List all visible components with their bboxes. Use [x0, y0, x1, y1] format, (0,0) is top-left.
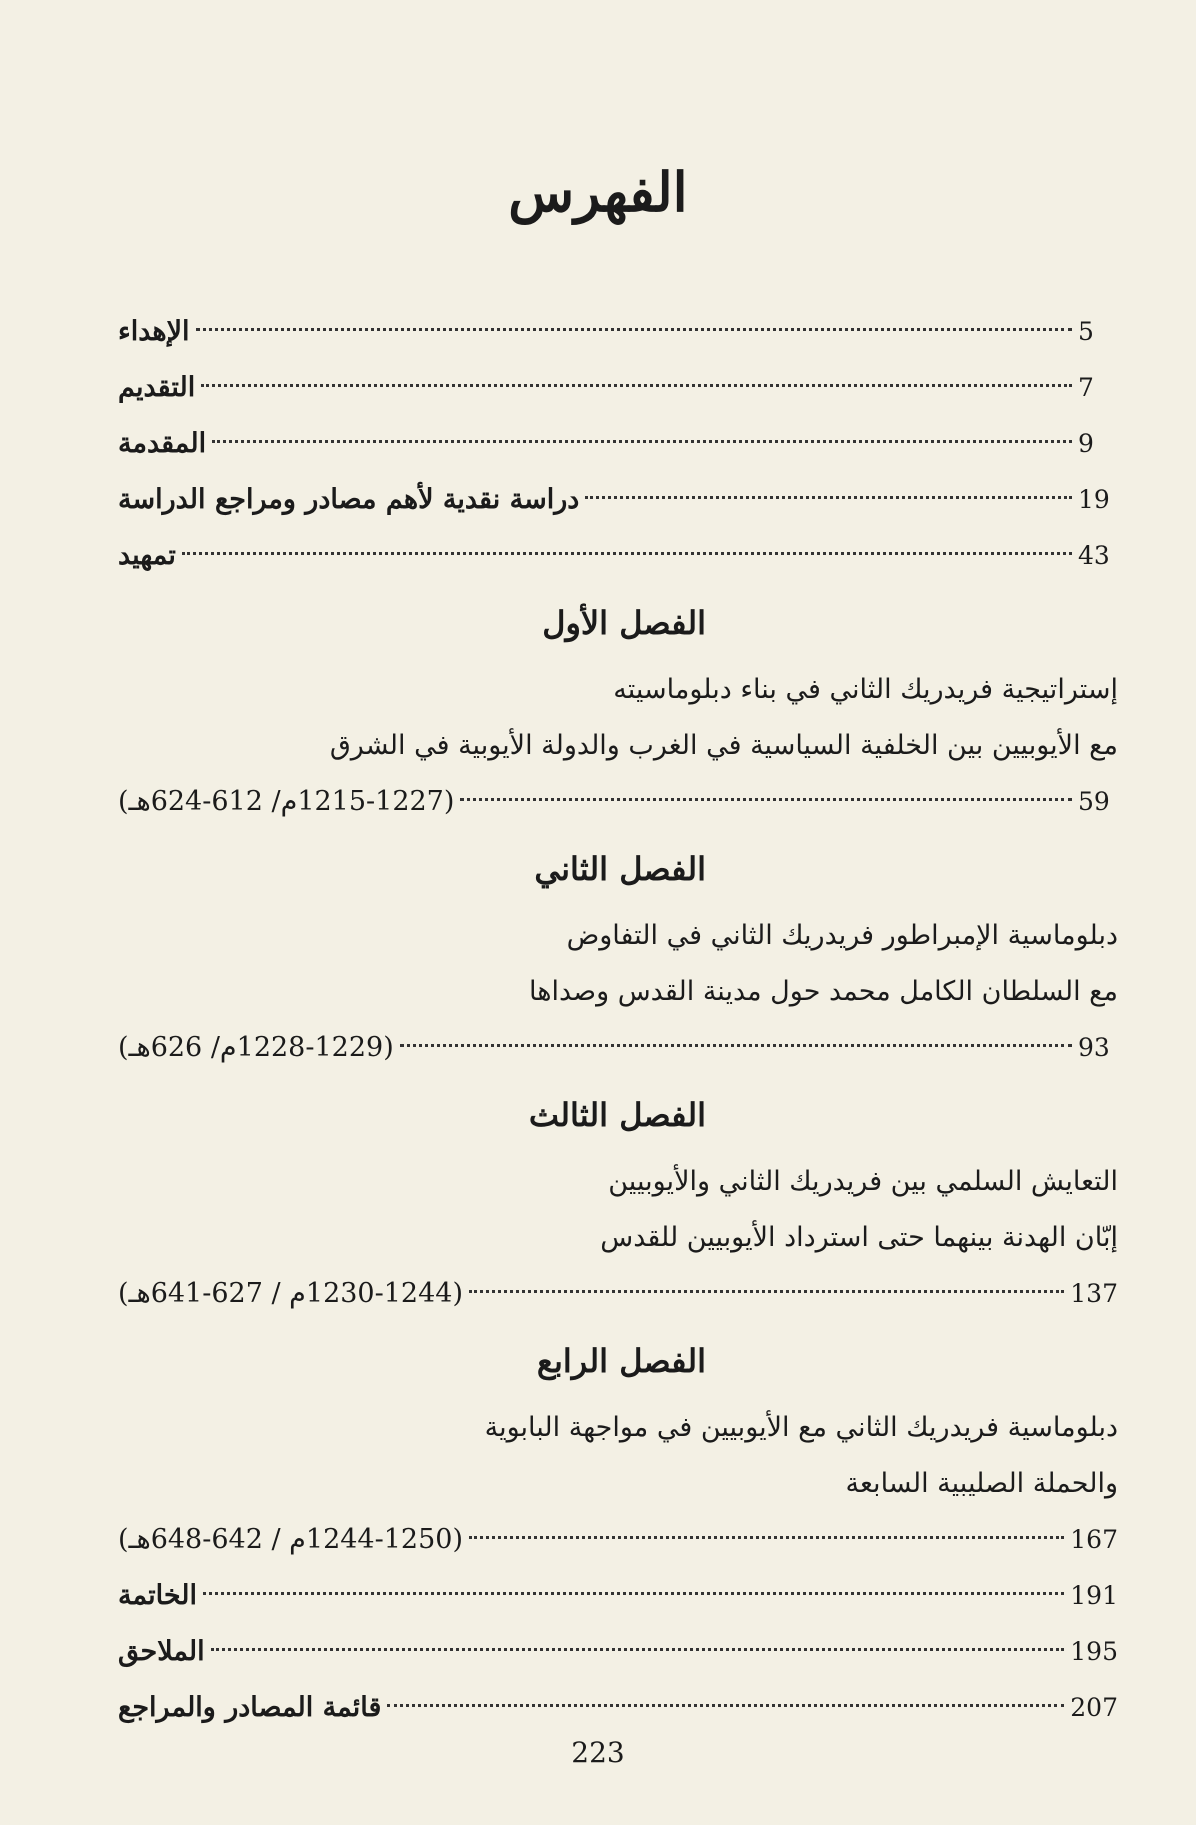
dot-leader: [201, 384, 1072, 387]
toc-entry: [118, 1512, 1118, 1568]
toc-entry-page: 19: [1078, 485, 1110, 514]
toc-entry-page: 195: [1070, 1637, 1118, 1666]
dot-leader: [469, 1536, 1064, 1539]
toc-entry: [118, 528, 1118, 584]
chapter-dates: (1230-1244م / 627-641هـ): [118, 1278, 463, 1309]
toc-entry-label: دراسة نقدية لأهم مصادر ومراجع الدراسة: [118, 484, 580, 515]
toc-entry: [118, 1266, 1118, 1322]
chapter-heading: الفصل الأول: [542, 604, 706, 642]
dot-leader: [400, 1044, 1072, 1047]
toc-entry: [118, 1568, 1118, 1624]
chapter-title-line: دبلوماسية فريدريك الثاني مع الأيوبيين في مواجهة البابوية: [484, 1412, 1118, 1443]
toc-entry-label: الإهداء: [118, 316, 190, 347]
toc-entry-page: 191: [1070, 1581, 1118, 1610]
toc-entry-label: الخاتمة: [118, 1580, 197, 1611]
toc-entry: [118, 1624, 1118, 1680]
toc-entry: [118, 1020, 1118, 1076]
toc-entry-page: 7: [1078, 373, 1094, 402]
toc-entry-page: 59: [1078, 787, 1110, 816]
toc-entry-label: قائمة المصادر والمراجع: [118, 1692, 382, 1723]
page-number: 223: [571, 1736, 625, 1769]
dot-leader: [387, 1704, 1064, 1707]
toc-entry: [118, 416, 1118, 472]
chapter-title-line: والحملة الصليبية السابعة: [845, 1468, 1118, 1499]
chapter-title-line: دبلوماسية الإمبراطور فريدريك الثاني في التفاوض: [566, 920, 1118, 951]
toc-entry-page: 93: [1078, 1033, 1110, 1062]
chapter-dates: (1244-1250م / 642-648هـ): [118, 1524, 463, 1555]
page-title: الفهرس: [508, 160, 688, 224]
toc-entry: [118, 1680, 1118, 1736]
table-of-contents: [118, 304, 1118, 1736]
toc-entry-label: تمهيد: [118, 540, 176, 571]
chapter-heading: الفصل الثاني: [534, 850, 706, 888]
toc-entry-page: 167: [1070, 1525, 1118, 1554]
dot-leader: [469, 1290, 1064, 1293]
chapter-dates: (1228-1229م/ 626هـ): [118, 1032, 394, 1063]
chapter-title-line: التعايش السلمي بين فريدريك الثاني والأيوبيين: [608, 1166, 1118, 1197]
toc-entry-page: 43: [1078, 541, 1110, 570]
chapter-title-line: إستراتيجية فريدريك الثاني في بناء دبلوماسيته: [613, 674, 1118, 705]
chapter-title-line: مع الأيوبيين بين الخلفية السياسية في الغرب والدولة الأيوبية في الشرق: [329, 730, 1118, 761]
toc-entry-label: الملاحق: [118, 1636, 205, 1667]
toc-entry: [118, 360, 1118, 416]
toc-entry-page: 207: [1070, 1693, 1118, 1722]
toc-entry-label: التقديم: [118, 372, 196, 403]
chapter-heading: الفصل الرابع: [536, 1342, 706, 1380]
dot-leader: [211, 1648, 1065, 1651]
chapter-title-line: إبّان الهدنة بينهما حتى استرداد الأيوبيين للقدس: [600, 1222, 1118, 1253]
dot-leader: [460, 798, 1072, 801]
toc-entry: [118, 304, 1118, 360]
chapter-dates: (1215-1227م/ 612-624هـ): [118, 786, 455, 817]
dot-leader: [203, 1592, 1064, 1595]
dot-leader: [212, 440, 1072, 443]
dot-leader: [182, 552, 1072, 555]
dot-leader: [585, 496, 1072, 499]
chapter-title-line: مع السلطان الكامل محمد حول مدينة القدس وصداها: [529, 976, 1118, 1007]
dot-leader: [196, 328, 1072, 331]
toc-entry: [118, 774, 1118, 830]
toc-entry-page: 137: [1070, 1279, 1118, 1308]
chapter-heading: الفصل الثالث: [528, 1096, 706, 1134]
toc-entry: [118, 472, 1118, 528]
toc-entry-page: 5: [1078, 317, 1094, 346]
toc-entry-page: 9: [1078, 429, 1094, 458]
toc-entry-label: المقدمة: [118, 428, 207, 459]
